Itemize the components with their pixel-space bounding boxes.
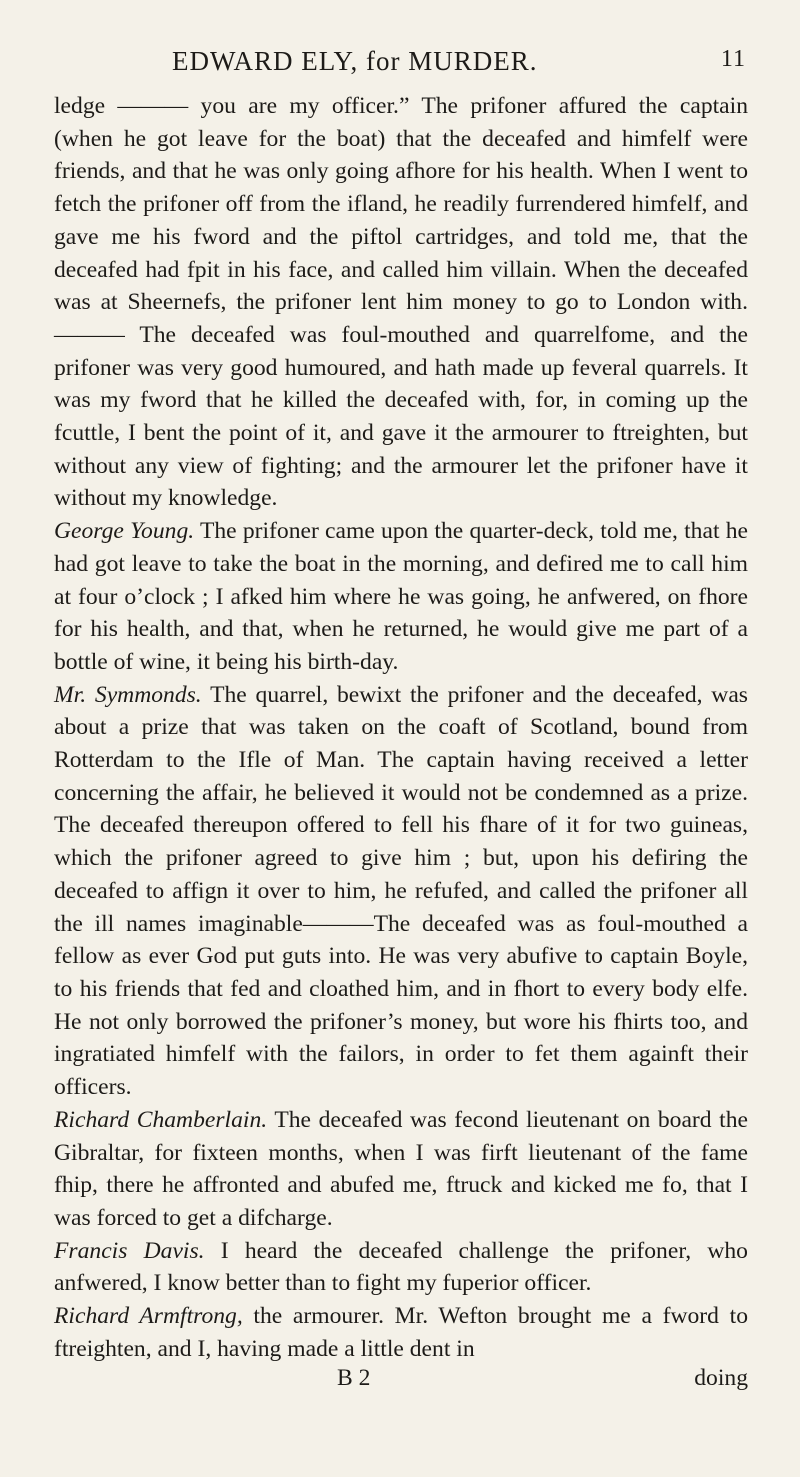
paragraph (54, 90, 748, 515)
witness-name: Richard Armftrong, (54, 1303, 243, 1330)
body-text (54, 90, 748, 1365)
testimony-paragraph (54, 515, 748, 679)
testimony-text: The deceafed was fecond lieutenant on board the Gibraltar, for fixteen months, when I was firft lieutenant of the fame fhip, there he affronted and abufed me, ftruck and kicked me fo, that I was forced to get a difcharge. (54, 1106, 748, 1231)
testimony-text: the armourer. Mr. Wefton brought me a fword to ftreighten, and I, having made a little dent in (54, 1303, 748, 1362)
witness-name: Mr. Symmonds. (54, 681, 202, 708)
testimony-paragraph (54, 1104, 748, 1235)
running-header (54, 40, 748, 80)
witness-name: Richard Chamberlain. (54, 1106, 268, 1133)
witness-name: Francis Davis. (54, 1237, 205, 1264)
testimony-text: The quarrel, bewixt the prifoner and the deceafed, was about a prize that was taken on the coaft of Scotland, bound from Rotterdam to the Ifle of Man. The captain having received a letter concerning the affair, he believed it would not be condemned as a prize. The deceafed thereupon offered to fell his fhare of it for two guineas, which the prifoner agreed to give him ; but, upon his defiring the deceafed to affign it over to him, he refufed, and called the prifoner all the ill names imaginable———The deceafed was as foul-mouthed a fellow as ever God put guts into. He was very abufive to captain Boyle, to his friends that fed and cloathed him, and in fhort to every body elfe. He not only borrowed the prifoner’s money, but wore his fhirts too, and ingratiated himfelf with the failors, in order to fet them againft their officers. (54, 681, 748, 1101)
signature-mark: B 2 (337, 1365, 371, 1392)
running-title: EDWARD ELY, for MURDER. (172, 46, 538, 76)
testimony-paragraph (54, 1300, 748, 1365)
testimony-paragraph (54, 679, 748, 1104)
testimony-paragraph (54, 1235, 748, 1300)
page-number: 11 (720, 46, 746, 72)
witness-name: George Young. (54, 518, 195, 545)
paragraph-text: ledge ——— you are my officer.” The prifoner affured the captain (when he got leave for the boat) that the deceafed and himfelf were friends, and that he was only going afhore for his health. When I went to fetch the prifoner off from the ifland, he readily furrendered himfelf, and gave me his fword and the piftol cartridges, and told me, that the deceafed had fpit in his face, and called him villain. When the deceafed was at Sheernefs, the prifoner lent him money to go to London with.——— The deceafed was foul-mouthed and quarrelfome, and the prifoner was very good humoured, and hath made up feveral quarrels. It was my fword that he killed the deceafed with, for, in coming up the fcuttle, I bent the point of it, and gave it the armourer to ftreighten, but without any view of fighting; and the armourer let the prifoner have it without my knowledge. (54, 93, 748, 512)
catchword: doing (694, 1365, 748, 1392)
page-footer (54, 1365, 748, 1399)
testimony-text: I heard the deceafed challenge the prifoner, who anfwered, I know better than to fight my fuperior officer. (54, 1237, 748, 1297)
testimony-text: The prifoner came upon the quarter-deck, told me, that he had got leave to take the boat in the morning, and defired me to call him at four o’clock ; I afked him where he was going, he anfwered, on fhore for his health, and that, when he returned, he would give me part of a bottle of wine, it being his birth-day. (54, 518, 748, 675)
